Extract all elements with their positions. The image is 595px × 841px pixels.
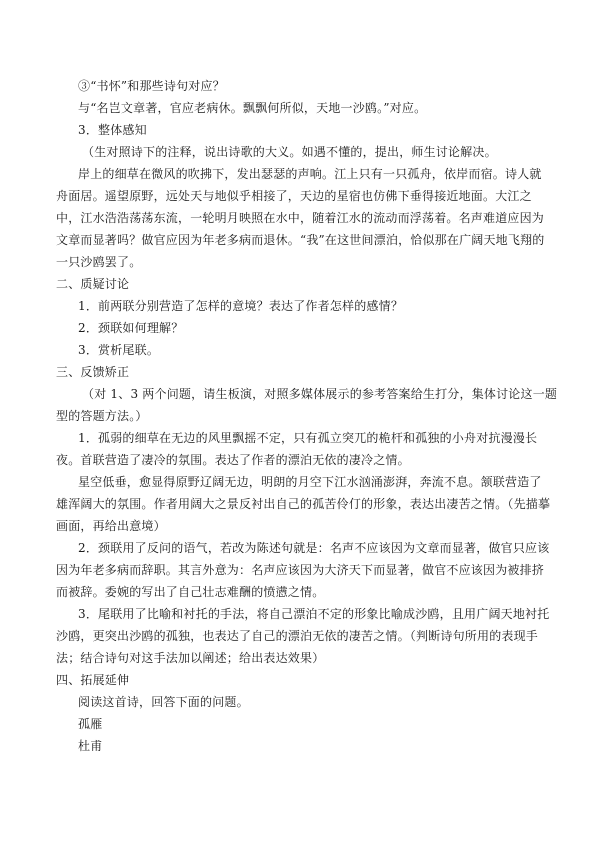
question-3-prompt: ③“书怀”和那些诗句对应？ xyxy=(78,79,225,93)
discussion-question-2: 2．颈联如何理解？ xyxy=(78,321,184,335)
instruction-line: 型的答题方法。） xyxy=(56,409,148,423)
answer-2-line: 因为年老多病而辞职。其言外意为：名声应该因为大济天下而显著，做官不应该因为被排挤 xyxy=(56,563,545,577)
section-heading-extension: 四、拓展延伸 xyxy=(56,673,130,687)
section-heading-discussion: 二、质疑讨论 xyxy=(56,277,130,291)
answer-3-line: 沙鸥，更突出沙鸥的孤独，也表达了自己的漂泊无依的凄苦之情。（判断诗句所用的表现手 xyxy=(56,629,539,643)
discussion-question-1: 1．前两联分别营造了怎样的意境？表达了作者怎样的感情？ xyxy=(78,299,404,313)
answer-1-line: 雄浑阔大的氛围。作者用阔大之景反衬出自己的孤苦伶仃的形象，表达出凄苦之情。（先描摹 xyxy=(56,497,551,511)
answer-3-line: 3．尾联用了比喻和衬托的手法，将自己漂泊不定的形象比喻成沙鸥，且用广阔天地衬托 xyxy=(78,607,550,621)
paragraph-line: 文章而显著吗？做官应因为年老多病而退休。“我”在这世间漂泊，恰似那在广阔天地飞翔的 xyxy=(56,233,545,247)
answer-2-line: 而被辞。委婉的写出了自己壮志难酬的愤懑之情。 xyxy=(56,585,325,599)
answer-1-line: 1．孤弱的细草在无边的风里飘摇不定，只有孤立突兀的桅杆和孤独的小舟对抗漫漫长 xyxy=(78,431,538,445)
section-heading-overall-perception: 3．整体感知 xyxy=(78,123,147,137)
extension-instruction: 阅读这首诗，回答下面的问题。 xyxy=(78,695,249,709)
instruction-line: （生对照诗下的注释，说出诗歌的大义。如遇不懂的，提出，师生讨论解决。 xyxy=(82,145,497,159)
section-heading-feedback: 三、反馈矫正 xyxy=(56,365,130,379)
answer-3-line: 法；结合诗句对这手法加以阐述；给出表达效果） xyxy=(56,651,325,665)
poem-title: 孤雁 xyxy=(78,717,103,731)
answer-line: 与“名岂文章著，官应老病休。飘飘何所似，天地一沙鸥。”对应。 xyxy=(78,101,427,115)
paragraph-line: 一只沙鸥罢了。 xyxy=(56,255,142,269)
paragraph-line: 中，江水浩浩荡荡东流，一轮明月映照在水中，随着江水的流动而浮荡着。名声难道应因为 xyxy=(56,211,545,225)
answer-1-line: 星空低垂，愈显得原野辽阔无边，明朗的月空下江水汹涌澎湃，奔流不息。颔联营造了 xyxy=(78,475,542,489)
instruction-line: （对 1、3 两个问题，请生板演，对照多媒体展示的参考答案给生打分，集体讨论这一题 xyxy=(82,387,558,401)
poem-author: 杜甫 xyxy=(78,739,103,753)
answer-1-line: 夜。首联营造了凄冷的氛围。表达了作者的漂泊无依的凄冷之情。 xyxy=(56,453,410,467)
answer-2-line: 2．颈联用了反问的语气，若改为陈述句就是：名声不应该因为文章而显著，做官只应该 xyxy=(78,541,550,555)
paragraph-line: 舟面居。遥望原野，远处天与地似乎相接了，天边的星宿也仿佛下垂得接近地面。大江之 xyxy=(56,189,532,203)
answer-1-line: 画面，再给出意境） xyxy=(56,519,166,533)
discussion-question-3: 3．赏析尾联。 xyxy=(78,343,160,357)
paragraph-line: 岸上的细草在微风的吹拂下，发出瑟瑟的声响。江上只有一只孤舟，依岸而宿。诗人就 xyxy=(78,167,542,181)
